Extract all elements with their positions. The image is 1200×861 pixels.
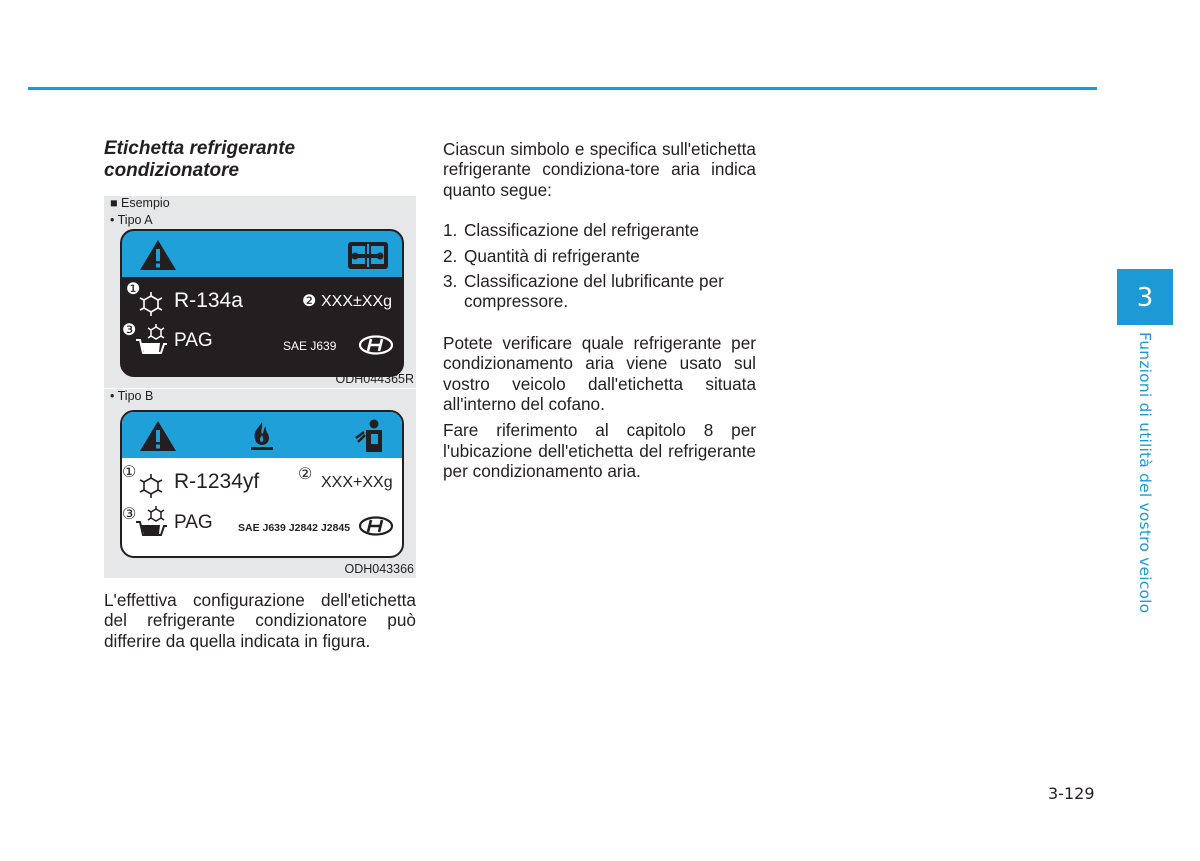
- list-text: Quantità di refrigerante: [464, 245, 640, 266]
- header-rule: [28, 87, 1097, 90]
- callout-2: ❷: [302, 293, 317, 310]
- oil-icon: [134, 506, 170, 540]
- hyundai-logo: [358, 516, 394, 536]
- lubricant-type: PAG: [174, 330, 213, 351]
- hyundai-logo: [358, 335, 394, 355]
- type-a-band: [122, 231, 402, 277]
- service-manual-icon: [346, 239, 390, 271]
- list-text: Classificazione del lubrificante per compressore.: [464, 271, 724, 312]
- type-a-card: [120, 229, 404, 377]
- symbol-list: [443, 220, 756, 312]
- technician-icon: [354, 418, 386, 454]
- type-a-label: • Tipo A: [110, 213, 153, 227]
- explanation-column: [443, 139, 756, 482]
- list-text: Classificazione del refrigerante: [464, 220, 700, 241]
- refrigerant-icon: [136, 291, 166, 317]
- warning-icon: [139, 239, 177, 271]
- chapter-number: 3: [1117, 269, 1173, 325]
- refrigerant-quantity: XXX±XXg: [321, 293, 393, 310]
- refrigerant-type: R-1234yf: [174, 470, 260, 493]
- list-item: [443, 271, 756, 312]
- type-b-code: ODH043366: [344, 562, 414, 576]
- list-number: 1.: [443, 220, 458, 241]
- configuration-note: L'effettiva configurazione dell'etichetta del refrigerante condizionatore può differire da quella indicata in figura.: [104, 590, 416, 651]
- refrigerant-type: R-134a: [174, 289, 243, 312]
- type-b-card: [120, 410, 404, 558]
- page-number: 3-129: [1048, 784, 1095, 803]
- callout-1: ❶: [126, 281, 141, 298]
- list-number: 2.: [443, 245, 458, 266]
- list-item: [443, 246, 756, 266]
- sae-standards: SAE J639 J2842 J2845: [238, 522, 351, 534]
- callout-3: ③: [122, 506, 137, 523]
- refrigerant-label-figure: [104, 196, 416, 578]
- sae-standard: SAE J639: [283, 339, 337, 353]
- paragraph-refrigerant-check: Potete verificare quale refrigerante per condizionamento aria viene usato sul vostro veicolo dall'etichetta situata all'interno del cofano.: [443, 332, 756, 415]
- callout-1: ①: [122, 464, 137, 481]
- paragraph-chapter-reference: Fare riferimento al capitolo 8 per l'ubicazione dell'etichetta del refrigerante per condizionamento aria.: [443, 420, 756, 482]
- type-b-band: [122, 412, 402, 458]
- example-label: ■ Esempio: [110, 196, 170, 210]
- oil-icon: [134, 324, 170, 358]
- refrigerant-quantity: XXX+XXg: [321, 474, 393, 491]
- list-item: [443, 220, 756, 240]
- flammable-icon: [248, 420, 276, 452]
- type-b-label: • Tipo B: [110, 389, 154, 403]
- callout-3: ❸: [122, 322, 137, 339]
- list-number: 3.: [443, 271, 458, 292]
- lubricant-type: PAG: [174, 512, 213, 533]
- warning-icon: [139, 420, 177, 452]
- callout-2: ②: [298, 466, 313, 483]
- section-title: Etichetta refrigerante condizionatore: [104, 138, 296, 181]
- type-a-code: ODH044365R: [335, 372, 414, 386]
- refrigerant-icon: [136, 473, 166, 499]
- chapter-title-text: Funzioni di utilità del vostro veicolo: [1136, 332, 1154, 614]
- chapter-title: [1130, 332, 1156, 632]
- intro-paragraph: Ciascun simbolo e specifica sull'etichetta refrigerante condiziona-tore aria indica quanto segue:: [443, 139, 756, 200]
